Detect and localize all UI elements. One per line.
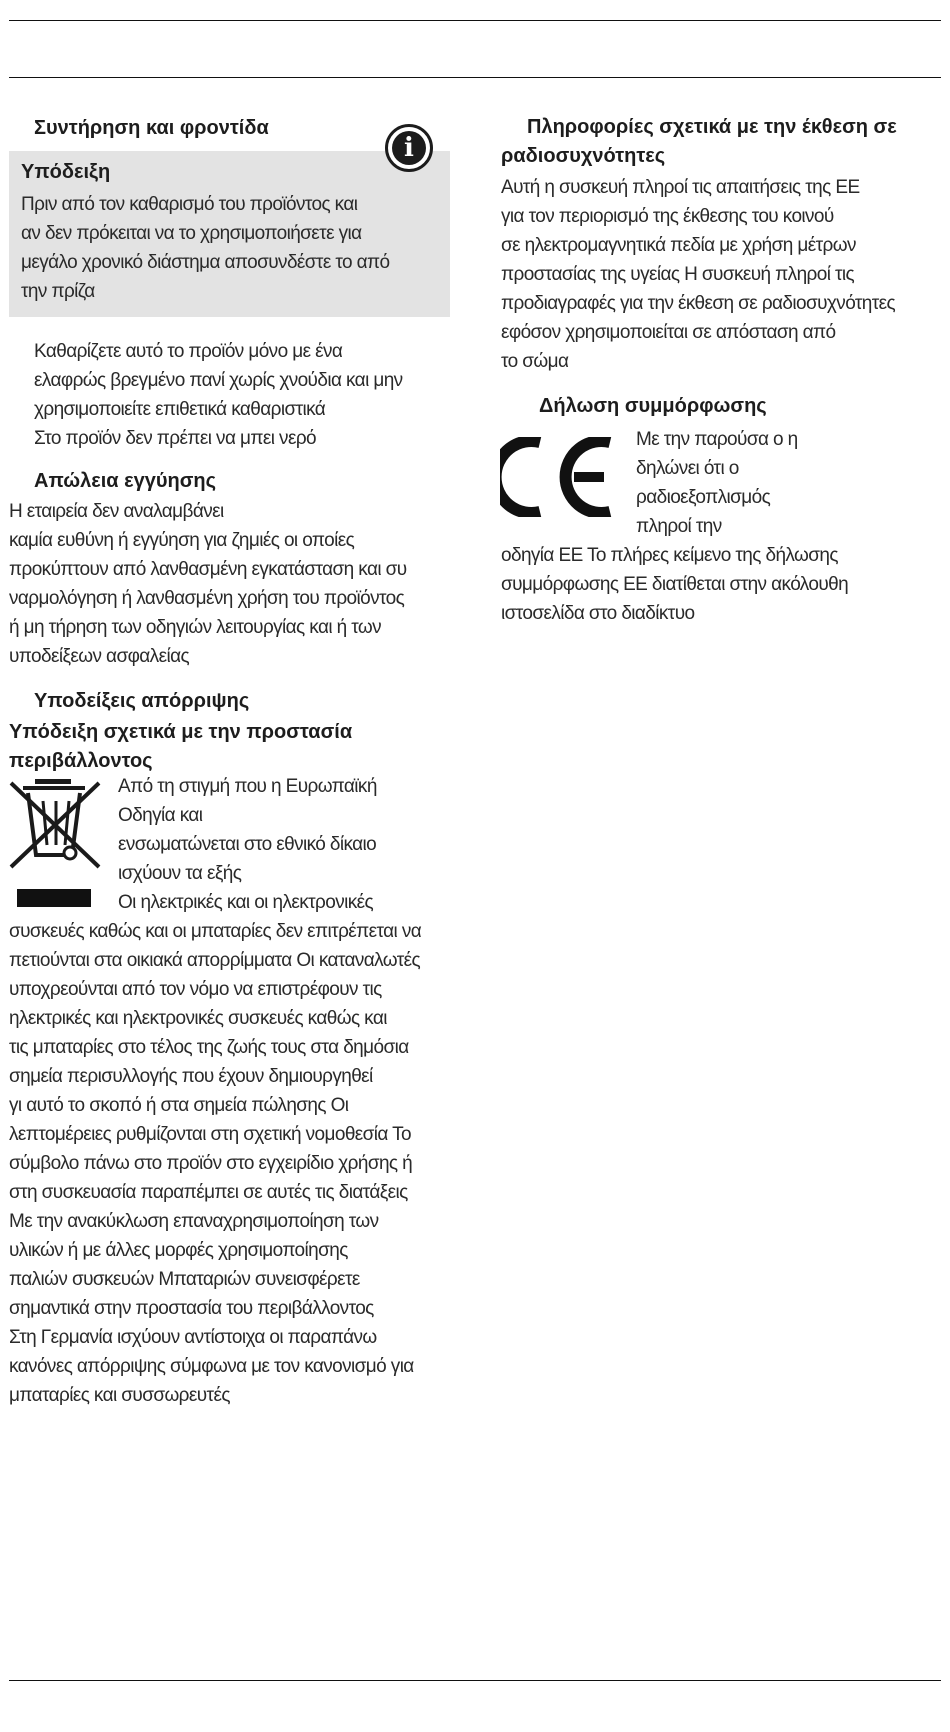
rf-exposure-heading: Πληροφορίες σχετικά με την έκθεση σε ραδιοσυχνότητες (501, 116, 897, 167)
footer-rule (9, 1680, 941, 1681)
disposal-text: συσκευές καθώς και οι μπαταρίες δεν επιτρέπεται να πετιούνται στα οικιακά απορρίμματα Οι καταναλωτές υποχρεούνται από τον νόμο να επιστρέφουν τις ηλεκτρικές και ηλεκτρονικές συσκευές καθώς και τις μπαταρίες στο τέλος της ζωής τους στα δημόσια σημεία περισυλλογής που έχουν δημιουργηθεί γι αυτό το σκοπό ή στα σημεία πώλησης Οι λεπτομέρειες ρυθμίζονται στη σχετική νομοθεσία Το σύμβολο πάνω στο προϊόν στο εγχειρίδιο χρήσης ή στη συσκευασία παραπέμπει σε αυτές τις διατάξεις Με την ανακύκλωση επαναχρησιμοποίηση των υλικών ή με άλλες μορφές χρησιμοποίησης παλιών συσκευών Μπαταριών συνεισφέρετε σημαντικά στην προστασία του περιβάλλοντος Στη Γερμανία ισχύουν αντίστοιχα οι παραπάνω κανόνες απόρριψης σύμφωνα με τον κανονισμό για μπαταρίες και συσσωρευτές (9, 921, 422, 1406)
care-heading: Συντήρηση και φροντίδα (34, 117, 269, 139)
note-box (9, 151, 450, 317)
conformity-text-wrapped: Με την παρούσα ο η δηλώνει ότι ο ραδιοεξοπλισμός πληροί την (636, 429, 798, 537)
rf-exposure-text: Αυτή η συσκευή πληροί τις απαιτήσεις της ΕΕ για τον περιορισμό της έκθεσης του κοινού σε ηλεκτρομαγνητικά πεδία με χρήση μέτρων προστασίας της υγείας Η συσκευή πληροί τις προδιαγραφές για την έκθεση σε ραδιοσυχνότητες εφόσον χρησιμοποιείται σε απόσταση από το σώμα (501, 177, 896, 372)
conformity-text: οδηγία ΕΕ Το πλήρες κείμενο της δήλωσης συμμόρφωσης ΕΕ διατίθεται στην ακόλουθη ιστοσελίδα στο διαδίκτυο (501, 545, 849, 624)
disposal-heading: Υποδείξεις απόρριψης (34, 690, 250, 712)
note-text: Πριν από τον καθαρισμό του προϊόντος και αν δεν πρόκειται να το χρησιμοποιήσετε για μεγάλο χρονικό διάστημα αποσυνδέστε το από την πρίζα (21, 194, 390, 302)
disposal-text-wrapped: Από τη στιγμή που η Ευρωπαϊκή Οδηγία και ενσωματώνεται στο εθνικό δίκαιο ισχύουν τα εξής Οι ηλεκτρικές και οι ηλεκτρονικές (118, 776, 377, 913)
crossed-out-bin-icon (9, 779, 103, 915)
warranty-heading: Απώλεια εγγύησης (34, 470, 217, 492)
note-title: Υπόδειξη (21, 161, 111, 183)
ce-mark-icon (500, 437, 618, 517)
header-rule (9, 77, 941, 78)
environment-heading: Υπόδειξη σχετικά με την προστασία περιβάλλοντος (9, 721, 353, 772)
conformity-heading: Δήλωση συμμόρφωσης (539, 395, 767, 417)
care-text: Καθαρίζετε αυτό το προϊόν μόνο με ένα ελαφρώς βρεγμένο πανί χωρίς χνούδια και μην χρησιμοποιείτε επιθετικά καθαριστικά Στο προϊόν δεν πρέπει να μπει νερό (34, 341, 403, 449)
top-rule (9, 20, 941, 21)
warranty-text: Η εταιρεία δεν αναλαμβάνει καμία ευθύνη ή εγγύηση για ζημιές οι οποίες προκύπτουν από λανθασμένη εγκατάσταση και συ ναρμολόγηση ή λανθασμένη χρήση του προϊόντος ή μη τήρηση των οδηγιών λειτουργίας και ή των υποδείξεων ασφαλείας (9, 501, 407, 667)
info-icon: i (385, 124, 433, 172)
